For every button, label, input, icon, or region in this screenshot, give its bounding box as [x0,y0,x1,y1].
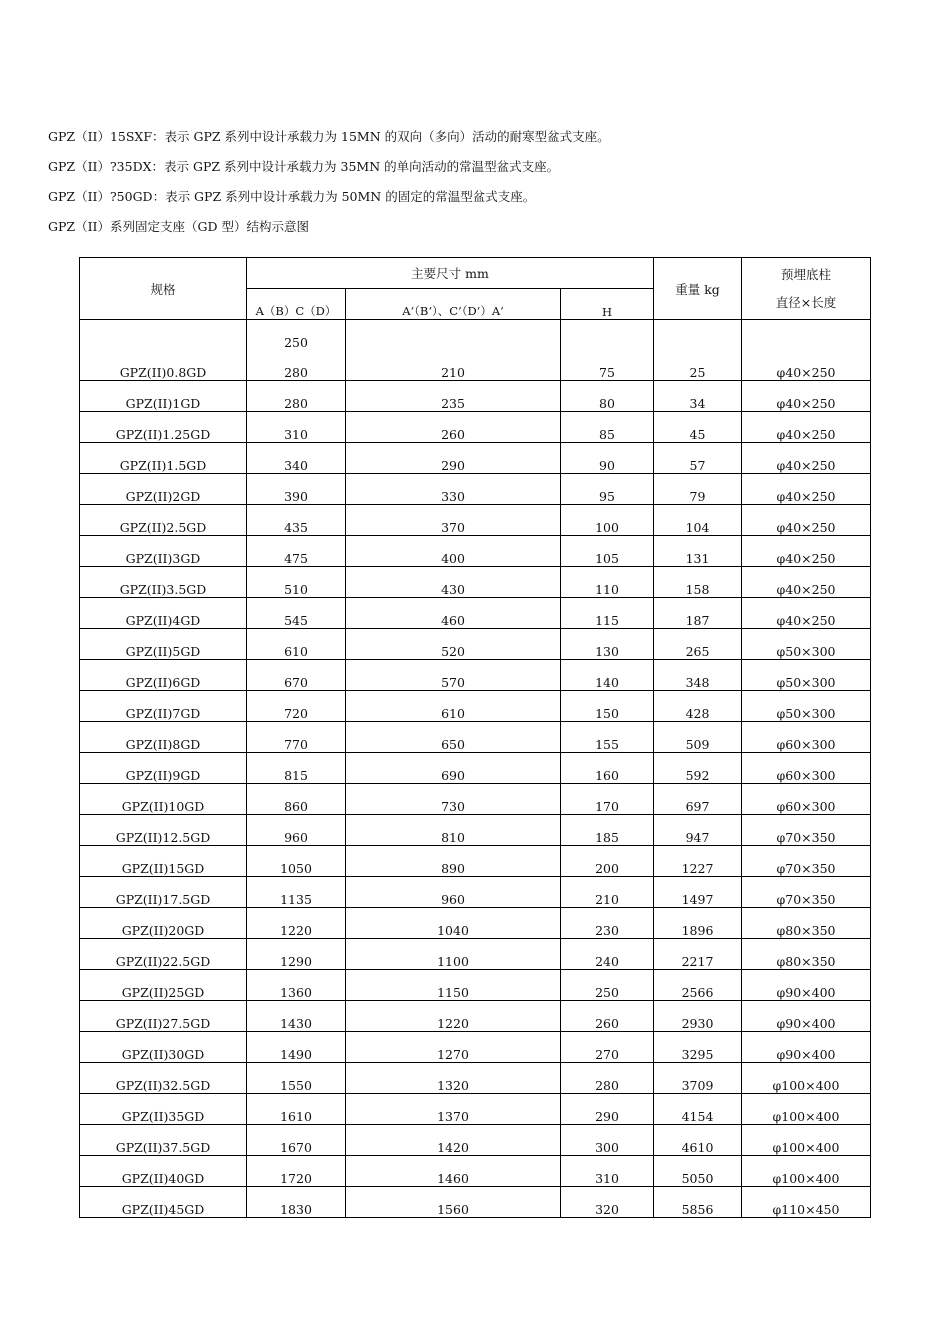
cell-bolt: φ70×350 [742,877,871,908]
cell-a: 1550 [247,1063,346,1094]
cell-spec: GPZ(II)0.8GD [80,320,247,381]
cell-spec: GPZ(II)12.5GD [80,815,247,846]
cell-weight: 3295 [654,1032,742,1063]
cell-a [247,320,346,381]
table-row [80,908,871,939]
table-row [80,846,871,877]
table-row [80,1001,871,1032]
header-col-a: A（B）C（D） [247,289,346,320]
cell-bolt: φ80×350 [742,908,871,939]
cell-h: 170 [561,784,654,815]
cell-bolt: φ40×250 [742,412,871,443]
cell-bolt: φ100×400 [742,1156,871,1187]
cell-bolt: φ50×300 [742,629,871,660]
cell-a2: 1420 [346,1125,561,1156]
cell-a: 1430 [247,1001,346,1032]
cell-h: 155 [561,722,654,753]
cell-a: 770 [247,722,346,753]
cell-h: 280 [561,1063,654,1094]
cell-a2: 960 [346,877,561,908]
cell-h: 200 [561,846,654,877]
cell-spec: GPZ(II)25GD [80,970,247,1001]
cell-weight: 187 [654,598,742,629]
cell-bolt: φ90×400 [742,1001,871,1032]
cell-bolt: φ70×350 [742,846,871,877]
cell-spec: GPZ(II)17.5GD [80,877,247,908]
cell-a2: 400 [346,536,561,567]
table-row [80,1032,871,1063]
cell-weight: 947 [654,815,742,846]
cell-spec: GPZ(II)3GD [80,536,247,567]
cell-bolt: φ40×250 [742,381,871,412]
table-row [80,1094,871,1125]
cell-a2: 235 [346,381,561,412]
table-row [80,691,871,722]
cell-a-bottom: 280 [284,365,308,380]
cell-bolt: φ80×350 [742,939,871,970]
cell-weight: 4154 [654,1094,742,1125]
table-row [80,753,871,784]
cell-h: 100 [561,505,654,536]
cell-h: 320 [561,1187,654,1218]
header-col-h: H [561,289,654,320]
cell-spec: GPZ(II)6GD [80,660,247,691]
cell-spec: GPZ(II)3.5GD [80,567,247,598]
cell-bolt: φ90×400 [742,1032,871,1063]
cell-spec: GPZ(II)40GD [80,1156,247,1187]
header-bolt [742,258,871,320]
cell-weight: 5856 [654,1187,742,1218]
cell-weight: 34 [654,381,742,412]
cell-a2: 890 [346,846,561,877]
cell-a2: 690 [346,753,561,784]
cell-weight: 2566 [654,970,742,1001]
note-line-3: GPZ（II）?50GD：表示 GPZ 系列中设计承载力为 50MN 的固定的常温型盆式支座。 [48,189,536,204]
cell-a2: 520 [346,629,561,660]
table-row [80,412,871,443]
cell-weight: 697 [654,784,742,815]
cell-a2: 330 [346,474,561,505]
cell-a2: 610 [346,691,561,722]
cell-a: 390 [247,474,346,505]
cell-spec: GPZ(II)22.5GD [80,939,247,970]
cell-h: 185 [561,815,654,846]
cell-weight: 265 [654,629,742,660]
cell-spec: GPZ(II)27.5GD [80,1001,247,1032]
cell-a: 670 [247,660,346,691]
table-row [80,1063,871,1094]
cell-a2: 1040 [346,908,561,939]
cell-a2: 1220 [346,1001,561,1032]
cell-h: 290 [561,1094,654,1125]
cell-bolt: φ100×400 [742,1094,871,1125]
table-row [80,1125,871,1156]
cell-h: 140 [561,660,654,691]
table-row [80,877,871,908]
cell-spec: GPZ(II)15GD [80,846,247,877]
cell-bolt: φ110×450 [742,1187,871,1218]
cell-a2: 1560 [346,1187,561,1218]
table-row [80,815,871,846]
cell-a2: 430 [346,567,561,598]
table-row [80,598,871,629]
table-row [80,443,871,474]
cell-h: 250 [561,970,654,1001]
cell-spec: GPZ(II)32.5GD [80,1063,247,1094]
cell-spec: GPZ(II)1GD [80,381,247,412]
cell-weight: 592 [654,753,742,784]
table-row [80,939,871,970]
cell-h: 115 [561,598,654,629]
cell-a2: 730 [346,784,561,815]
cell-a: 510 [247,567,346,598]
cell-bolt: φ60×300 [742,722,871,753]
cell-h: 210 [561,877,654,908]
cell-weight: 3709 [654,1063,742,1094]
cell-weight: 1227 [654,846,742,877]
cell-h: 105 [561,536,654,567]
cell-weight: 2930 [654,1001,742,1032]
cell-bolt: φ40×250 [742,320,871,381]
cell-bolt: φ100×400 [742,1063,871,1094]
cell-weight: 79 [654,474,742,505]
cell-spec: GPZ(II)30GD [80,1032,247,1063]
table-row [80,536,871,567]
cell-a: 280 [247,381,346,412]
cell-h: 90 [561,443,654,474]
cell-a: 435 [247,505,346,536]
cell-weight: 348 [654,660,742,691]
cell-a: 1360 [247,970,346,1001]
table-row [80,474,871,505]
cell-a: 340 [247,443,346,474]
cell-bolt: φ50×300 [742,660,871,691]
cell-weight: 4610 [654,1125,742,1156]
table-row [80,567,871,598]
cell-a2: 1320 [346,1063,561,1094]
cell-a2: 570 [346,660,561,691]
cell-a: 1135 [247,877,346,908]
cell-weight: 509 [654,722,742,753]
cell-weight: 1497 [654,877,742,908]
header-bolt-line2: 直径×长度 [775,294,837,310]
cell-a: 815 [247,753,346,784]
cell-a: 1830 [247,1187,346,1218]
cell-a: 1670 [247,1125,346,1156]
cell-spec: GPZ(II)1.25GD [80,412,247,443]
cell-weight: 57 [654,443,742,474]
cell-bolt: φ60×300 [742,784,871,815]
cell-a: 475 [247,536,346,567]
header-main-dims: 主要尺寸 mm [247,258,654,289]
cell-h: 240 [561,939,654,970]
cell-a2: 1100 [346,939,561,970]
cell-a2: 1370 [346,1094,561,1125]
cell-a2: 210 [346,320,561,381]
cell-weight: 1896 [654,908,742,939]
table-row [80,629,871,660]
cell-bolt: φ40×250 [742,443,871,474]
cell-h: 95 [561,474,654,505]
cell-weight: 131 [654,536,742,567]
cell-spec: GPZ(II)2GD [80,474,247,505]
header-col-a2: A‘（B‘）、C’（D‘）A‘ [346,289,561,320]
table-row [80,970,871,1001]
cell-h: 110 [561,567,654,598]
cell-spec: GPZ(II)5GD [80,629,247,660]
cell-a: 1610 [247,1094,346,1125]
cell-h: 260 [561,1001,654,1032]
cell-a2: 460 [346,598,561,629]
table-row [80,505,871,536]
cell-bolt: φ40×250 [742,536,871,567]
cell-spec: GPZ(II)9GD [80,753,247,784]
header-bolt-line1: 预埋底柱 [780,266,831,282]
cell-weight: 104 [654,505,742,536]
header-weight: 重量 kg [654,258,742,320]
cell-a2: 650 [346,722,561,753]
cell-bolt: φ40×250 [742,598,871,629]
cell-weight: 2217 [654,939,742,970]
cell-h: 130 [561,629,654,660]
table-row [80,1156,871,1187]
table-row [80,784,871,815]
cell-h: 150 [561,691,654,722]
cell-a: 720 [247,691,346,722]
cell-h: 300 [561,1125,654,1156]
cell-h: 160 [561,753,654,784]
cell-a-top: 250 [284,335,308,350]
cell-a: 1720 [247,1156,346,1187]
cell-a: 960 [247,815,346,846]
cell-a2: 260 [346,412,561,443]
cell-a: 545 [247,598,346,629]
cell-bolt: φ40×250 [742,505,871,536]
cell-bolt: φ40×250 [742,474,871,505]
cell-weight: 25 [654,320,742,381]
cell-a2: 1150 [346,970,561,1001]
cell-a: 1050 [247,846,346,877]
cell-spec: GPZ(II)7GD [80,691,247,722]
cell-spec: GPZ(II)8GD [80,722,247,753]
cell-bolt: φ50×300 [742,691,871,722]
cell-h: 85 [561,412,654,443]
table-row [80,722,871,753]
header-spec: 规格 [80,258,247,320]
table-row [80,660,871,691]
cell-weight: 5050 [654,1156,742,1187]
table-row [80,320,871,381]
cell-h: 230 [561,908,654,939]
cell-a2: 810 [346,815,561,846]
cell-bolt: φ100×400 [742,1125,871,1156]
cell-spec: GPZ(II)2.5GD [80,505,247,536]
cell-spec: GPZ(II)20GD [80,908,247,939]
table-row [80,381,871,412]
cell-spec: GPZ(II)4GD [80,598,247,629]
cell-bolt: φ40×250 [742,567,871,598]
cell-bolt: φ70×350 [742,815,871,846]
cell-a: 1220 [247,908,346,939]
cell-weight: 158 [654,567,742,598]
cell-a: 1490 [247,1032,346,1063]
cell-spec: GPZ(II)37.5GD [80,1125,247,1156]
cell-a: 310 [247,412,346,443]
cell-a: 860 [247,784,346,815]
note-line-2: GPZ（II）?35DX：表示 GPZ 系列中设计承载力为 35MN 的单向活动的常温型盆式支座。 [48,159,560,174]
cell-a2: 1270 [346,1032,561,1063]
spec-table [79,257,871,1218]
cell-bolt: φ90×400 [742,970,871,1001]
table-row [80,1187,871,1218]
cell-weight: 45 [654,412,742,443]
cell-a: 1290 [247,939,346,970]
cell-a: 610 [247,629,346,660]
cell-a2: 1460 [346,1156,561,1187]
cell-h: 75 [561,320,654,381]
cell-spec: GPZ(II)1.5GD [80,443,247,474]
cell-h: 270 [561,1032,654,1063]
cell-a2: 370 [346,505,561,536]
note-line-1: GPZ（II）15SXF：表示 GPZ 系列中设计承载力为 15MN 的双向（多向）活动的耐寒型盆式支座。 [48,129,610,144]
cell-spec: GPZ(II)35GD [80,1094,247,1125]
cell-h: 310 [561,1156,654,1187]
figure-caption: GPZ（II）系列固定支座（GD 型）结构示意图 [48,219,309,234]
cell-bolt: φ60×300 [742,753,871,784]
cell-spec: GPZ(II)45GD [80,1187,247,1218]
cell-spec: GPZ(II)10GD [80,784,247,815]
cell-a2: 290 [346,443,561,474]
cell-h: 80 [561,381,654,412]
cell-weight: 428 [654,691,742,722]
